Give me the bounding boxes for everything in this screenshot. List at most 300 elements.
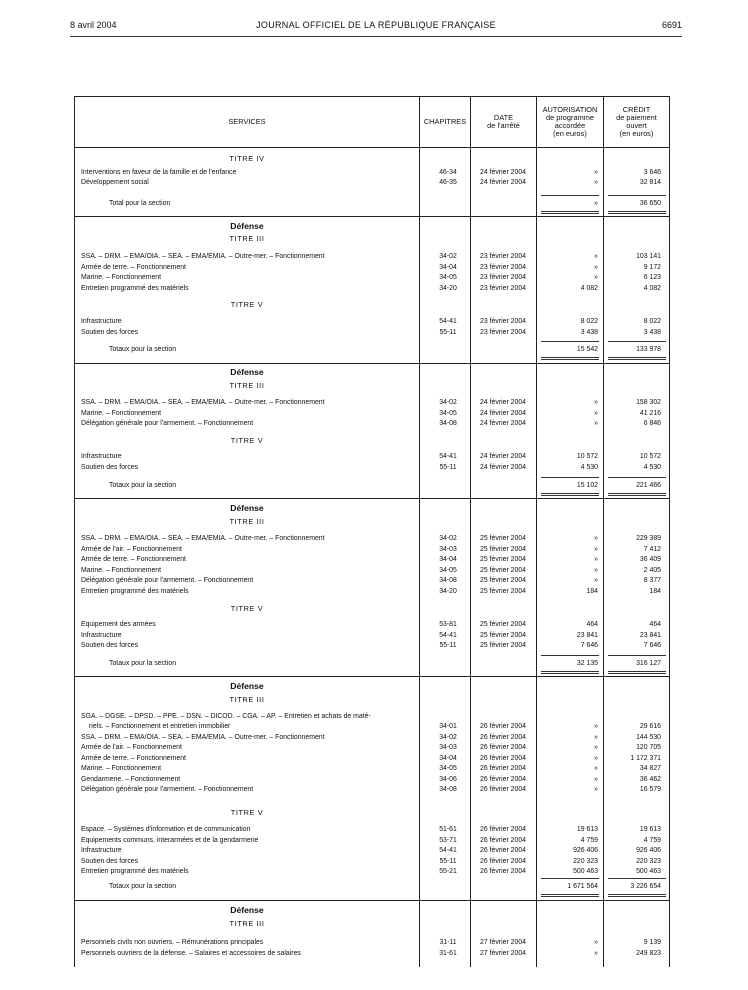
table-row bbox=[75, 534, 669, 544]
total-double-rule bbox=[541, 213, 599, 214]
credit-cell: 34 827 bbox=[639, 765, 661, 772]
autorisation-cell: » bbox=[594, 775, 598, 783]
date-cell: 25 février 2004 bbox=[480, 566, 526, 574]
table-row bbox=[75, 938, 669, 948]
autorisation-cell: 23 841 bbox=[576, 631, 598, 639]
titre-heading: TITRE III bbox=[229, 919, 265, 928]
table-row bbox=[75, 733, 669, 743]
autorisation-cell: » bbox=[594, 754, 598, 762]
service-text: Gendarmerie. – Fonctionnement bbox=[81, 775, 181, 783]
ministere-heading: Défense bbox=[230, 681, 264, 691]
service-text: Délégation générale pour l'armement. – Fonctionnement bbox=[81, 786, 254, 793]
titre-heading: TITRE III bbox=[229, 381, 265, 390]
total-rule bbox=[608, 655, 666, 656]
service-text: Marine. – Fonctionnement bbox=[81, 274, 162, 281]
credit-cell: 926 406 bbox=[636, 847, 661, 854]
header-autorisation: AUTORISATION de programme accordée (en euros) bbox=[542, 105, 598, 138]
table-header bbox=[75, 97, 669, 148]
autorisation-cell: » bbox=[594, 577, 598, 584]
autorisation-cell: » bbox=[594, 263, 598, 271]
total-row bbox=[75, 481, 669, 491]
credit-cell: 9 172 bbox=[643, 263, 661, 271]
total-rule bbox=[541, 477, 599, 478]
service-text: Infrastructure bbox=[81, 847, 122, 854]
titre-heading: TITRE V bbox=[230, 300, 264, 309]
autorisation-cell: » bbox=[594, 744, 598, 751]
date-cell: 25 février 2004 bbox=[480, 587, 526, 595]
credit-cell: 8 377 bbox=[643, 577, 661, 584]
date-cell: 25 février 2004 bbox=[480, 621, 526, 628]
total-text: Totaux pour la section bbox=[109, 883, 177, 890]
total-credit: 221 466 bbox=[636, 482, 661, 489]
date-cell: 26 février 2004 bbox=[480, 836, 526, 844]
credit-cell: 4 530 bbox=[643, 463, 661, 471]
titre-heading: TITRE III bbox=[229, 517, 265, 526]
service-text: Armée de terre. – Fonctionnement bbox=[81, 263, 186, 271]
autorisation-cell: 7 646 bbox=[580, 642, 598, 649]
service-label bbox=[89, 722, 425, 732]
credit-cell: 120 705 bbox=[636, 744, 661, 751]
service-label bbox=[81, 452, 417, 462]
chapitre-cell: 34-03 bbox=[439, 545, 457, 553]
table-row bbox=[75, 328, 669, 338]
autorisation-cell: 4 759 bbox=[580, 836, 598, 844]
date-cell: 26 février 2004 bbox=[480, 868, 526, 875]
chapitre-cell: 34-05 bbox=[439, 566, 457, 574]
service-text: Armée de terre. – Fonctionnement bbox=[81, 754, 186, 762]
chapitre-cell: 34-08 bbox=[439, 420, 457, 427]
service-text: Soutien des forces bbox=[81, 463, 139, 471]
date-cell: 25 février 2004 bbox=[480, 631, 526, 639]
autorisation-cell: 19 613 bbox=[576, 826, 598, 833]
service-label bbox=[81, 168, 417, 178]
chapitre-cell: 31-11 bbox=[439, 939, 457, 946]
credit-cell: 6 846 bbox=[643, 420, 661, 427]
service-text: Infrastructure bbox=[81, 318, 122, 325]
credit-cell: 4 082 bbox=[643, 284, 661, 292]
service-text: Délégation générale pour l'armement. – Fonctionnement bbox=[81, 420, 254, 427]
total-row bbox=[75, 659, 669, 669]
service-text: Armée de terre. – Fonctionnement bbox=[81, 556, 186, 563]
credit-cell: 19 613 bbox=[639, 826, 661, 833]
date-cell: 23 février 2004 bbox=[480, 318, 526, 325]
chapitre-cell: 53-81 bbox=[439, 621, 457, 628]
total-text: Total pour la section bbox=[109, 200, 171, 207]
table-row bbox=[75, 712, 669, 722]
page-number: 6691 bbox=[661, 20, 682, 30]
table-row bbox=[75, 284, 669, 294]
date-cell: 23 février 2004 bbox=[480, 263, 526, 271]
total-label bbox=[109, 659, 417, 669]
table-row bbox=[75, 545, 669, 555]
credit-cell: 249 823 bbox=[636, 949, 661, 957]
autorisation-cell: 4 530 bbox=[580, 463, 598, 471]
table-row bbox=[75, 587, 669, 597]
service-text: SSA. – DRM. – EMA/OIA. – SEA. – EMA/EMIA. – Outre-mer. – Fonctionnement bbox=[81, 535, 325, 542]
service-text: Equipements communs, interarmées et de la gendarmerie bbox=[81, 836, 259, 844]
section-divider bbox=[75, 363, 669, 364]
table-row bbox=[75, 555, 669, 565]
table-row bbox=[75, 785, 669, 795]
total-double-rule bbox=[541, 493, 599, 494]
credit-cell: 500 463 bbox=[636, 868, 661, 875]
total-double-rule bbox=[541, 359, 599, 360]
service-text: Interventions en faveur de la famille et de l'enfance bbox=[81, 169, 237, 176]
autorisation-cell: 464 bbox=[586, 621, 598, 628]
service-text: Equipement des armées bbox=[81, 621, 156, 628]
service-label bbox=[81, 534, 417, 544]
service-label bbox=[81, 938, 417, 948]
total-double-rule bbox=[541, 896, 599, 897]
service-label bbox=[81, 857, 417, 867]
service-text: SSA. – DRM. – EMA/OIA. – SEA. – EMA/EMIA. – Outre-mer. – Fonctionnement bbox=[81, 253, 325, 260]
service-text: Infrastructure bbox=[81, 631, 122, 639]
titre-heading: TITRE IV bbox=[229, 154, 265, 163]
total-double-rule bbox=[608, 211, 666, 212]
header-date: DATE de l'arrêté bbox=[487, 113, 520, 130]
chapitre-cell: 55-11 bbox=[439, 642, 457, 649]
chapitre-cell: 46-34 bbox=[439, 169, 457, 176]
credit-cell: 6 123 bbox=[643, 274, 661, 281]
autorisation-cell: » bbox=[594, 253, 598, 260]
total-double-rule bbox=[608, 894, 666, 895]
service-text: Marine. – Fonctionnement bbox=[81, 765, 162, 772]
chapitre-cell: 55-21 bbox=[439, 868, 457, 875]
service-label bbox=[81, 733, 417, 743]
total-rule bbox=[541, 341, 599, 342]
date-cell: 24 février 2004 bbox=[480, 463, 526, 471]
titre-heading: TITRE V bbox=[230, 604, 264, 613]
total-label bbox=[109, 199, 417, 209]
credit-cell: 220 323 bbox=[636, 857, 661, 865]
service-label bbox=[81, 463, 417, 473]
date-cell: 26 février 2004 bbox=[480, 857, 526, 865]
credit-cell: 3 646 bbox=[643, 169, 661, 176]
autorisation-cell: 10 572 bbox=[576, 453, 598, 460]
credit-cell: 32 814 bbox=[639, 179, 661, 186]
service-label bbox=[81, 566, 417, 576]
table-row bbox=[75, 398, 669, 408]
service-label bbox=[81, 631, 417, 641]
total-row bbox=[75, 199, 669, 209]
service-label bbox=[81, 825, 417, 835]
service-label bbox=[81, 178, 417, 188]
service-label bbox=[81, 846, 417, 856]
service-label bbox=[81, 587, 417, 597]
table-row bbox=[75, 263, 669, 273]
titre-heading: TITRE III bbox=[229, 695, 265, 704]
total-autorisation: 15 102 bbox=[576, 482, 598, 489]
date-cell: 26 février 2004 bbox=[480, 786, 526, 793]
date-cell: 25 février 2004 bbox=[480, 556, 526, 563]
autorisation-cell: » bbox=[594, 723, 598, 730]
table-row bbox=[75, 846, 669, 856]
credit-cell: 3 438 bbox=[643, 328, 661, 336]
credit-cell: 158 302 bbox=[636, 399, 661, 406]
table-row bbox=[75, 178, 669, 188]
service-label bbox=[81, 576, 417, 586]
date-cell: 23 février 2004 bbox=[480, 253, 526, 260]
service-label bbox=[81, 284, 417, 294]
total-rule bbox=[608, 878, 666, 879]
service-text: Infrastructure bbox=[81, 453, 122, 460]
total-credit: 3 226 654 bbox=[630, 883, 661, 890]
total-credit: 36 650 bbox=[639, 200, 661, 207]
total-autorisation: » bbox=[594, 200, 598, 207]
autorisation-cell: » bbox=[594, 733, 598, 741]
credit-cell: 7 646 bbox=[643, 642, 661, 649]
service-label bbox=[81, 785, 417, 795]
total-double-rule bbox=[608, 495, 666, 496]
service-text: SGA. – DGSE. – DPSD. – PPE. – DSN. – DICOD. – CGA. – AP. – Entretien et achats de maté- bbox=[81, 713, 371, 720]
autorisation-cell: » bbox=[594, 949, 598, 957]
table-row bbox=[75, 168, 669, 178]
service-label bbox=[81, 836, 417, 846]
total-rule bbox=[608, 195, 666, 196]
autorisation-cell: 184 bbox=[586, 587, 598, 595]
chapitre-cell: 34-08 bbox=[439, 786, 457, 793]
autorisation-cell: » bbox=[594, 786, 598, 793]
date-cell: 24 février 2004 bbox=[480, 420, 526, 427]
chapitre-cell: 53-71 bbox=[439, 836, 457, 844]
date-cell: 24 février 2004 bbox=[480, 179, 526, 186]
credits-table bbox=[74, 96, 670, 967]
chapitre-cell: 54-41 bbox=[439, 318, 457, 325]
header-chapitres: CHAPITRES bbox=[423, 117, 467, 126]
service-text: Marine. – Fonctionnement bbox=[81, 409, 162, 417]
credit-cell: 23 841 bbox=[639, 631, 661, 639]
service-label bbox=[81, 273, 417, 283]
total-row bbox=[75, 345, 669, 355]
service-text: riels. – Fonctionnement et entretien immobilier bbox=[89, 723, 231, 730]
total-double-rule bbox=[608, 671, 666, 672]
table-row bbox=[75, 419, 669, 429]
chapitre-cell: 51-61 bbox=[439, 826, 457, 833]
autorisation-cell: » bbox=[594, 765, 598, 772]
ministere-heading: Défense bbox=[230, 367, 264, 377]
total-credit: 316 127 bbox=[636, 660, 661, 667]
chapitre-cell: 34-02 bbox=[439, 399, 457, 406]
chapitre-cell: 54-41 bbox=[439, 847, 457, 854]
total-autorisation: 1 671 564 bbox=[567, 883, 598, 890]
titre-heading: TITRE V bbox=[230, 436, 264, 445]
service-label bbox=[81, 775, 417, 785]
ministere-heading: Défense bbox=[230, 503, 264, 513]
journal-title: JOURNAL OFFICIEL DE LA RÉPUBLIQUE FRANÇAISE bbox=[256, 20, 496, 30]
total-autorisation: 32 135 bbox=[576, 660, 598, 667]
table-row bbox=[75, 273, 669, 283]
credit-cell: 4 759 bbox=[643, 836, 661, 844]
service-text: Personnels civils non ouvriers. – Rémunérations principales bbox=[81, 939, 264, 946]
chapitre-cell: 34-01 bbox=[439, 723, 457, 730]
titre-heading: TITRE III bbox=[229, 234, 265, 243]
date-cell: 26 février 2004 bbox=[480, 765, 526, 772]
autorisation-cell: » bbox=[594, 179, 598, 186]
section-divider bbox=[75, 676, 669, 677]
table-row bbox=[75, 775, 669, 785]
ministere-heading: Défense bbox=[230, 905, 264, 915]
table-row bbox=[75, 576, 669, 586]
total-double-rule bbox=[608, 357, 666, 358]
table-row bbox=[75, 722, 669, 732]
service-label bbox=[81, 252, 417, 262]
table-row bbox=[75, 317, 669, 327]
chapitre-cell: 34-06 bbox=[439, 775, 457, 783]
autorisation-cell: » bbox=[594, 274, 598, 281]
service-label bbox=[81, 317, 417, 327]
total-text: Totaux pour la section bbox=[109, 346, 177, 353]
credit-cell: 36 409 bbox=[639, 556, 661, 563]
header-credit: CRÉDIT de paiement ouvert (en euros) bbox=[616, 105, 657, 138]
chapitre-cell: 34-08 bbox=[439, 577, 457, 584]
table-row bbox=[75, 836, 669, 846]
date-cell: 26 février 2004 bbox=[480, 744, 526, 751]
total-double-rule bbox=[608, 359, 666, 360]
page-header bbox=[70, 20, 682, 36]
issue-date: 8 avril 2004 bbox=[70, 20, 117, 30]
date-cell: 23 février 2004 bbox=[480, 284, 526, 292]
total-double-rule bbox=[608, 493, 666, 494]
service-text: Soutien des forces bbox=[81, 857, 139, 865]
service-text: SSA. – DRM. – EMA/OIA. – SEA. – EMA/EMIA. – Outre-mer. – Fonctionnement bbox=[81, 733, 325, 741]
service-text: Soutien des forces bbox=[81, 642, 139, 649]
service-label bbox=[81, 419, 417, 429]
date-cell: 26 février 2004 bbox=[480, 847, 526, 854]
date-cell: 23 février 2004 bbox=[480, 328, 526, 336]
total-double-rule bbox=[541, 211, 599, 212]
date-cell: 24 février 2004 bbox=[480, 399, 526, 406]
total-label bbox=[109, 345, 417, 355]
autorisation-cell: » bbox=[594, 556, 598, 563]
table-row bbox=[75, 620, 669, 630]
credit-cell: 41 216 bbox=[639, 409, 661, 417]
autorisation-cell: 4 082 bbox=[580, 284, 598, 292]
service-label bbox=[81, 409, 417, 419]
date-cell: 25 février 2004 bbox=[480, 577, 526, 584]
autorisation-cell: 926 406 bbox=[573, 847, 598, 854]
total-double-rule bbox=[608, 673, 666, 674]
chapitre-cell: 34-02 bbox=[439, 253, 457, 260]
table-row bbox=[75, 743, 669, 753]
table-row bbox=[75, 825, 669, 835]
credit-cell: 16 579 bbox=[639, 786, 661, 793]
service-text: Espace. – Systèmes d'information et de communication bbox=[81, 826, 251, 833]
service-label bbox=[81, 328, 417, 338]
service-text: Armée de l'air. – Fonctionnement bbox=[81, 744, 182, 751]
total-text: Totaux pour la section bbox=[109, 482, 177, 489]
table-row bbox=[75, 641, 669, 651]
service-text: Soutien des forces bbox=[81, 328, 139, 336]
table-row bbox=[75, 452, 669, 462]
section-divider bbox=[75, 498, 669, 499]
chapitre-cell: 55-11 bbox=[439, 857, 457, 865]
credit-cell: 8 022 bbox=[643, 318, 661, 325]
section-divider bbox=[75, 900, 669, 901]
table-row bbox=[75, 463, 669, 473]
date-cell: 26 février 2004 bbox=[480, 775, 526, 783]
service-text: Développement social bbox=[81, 179, 149, 186]
service-label bbox=[81, 555, 417, 565]
total-double-rule bbox=[541, 671, 599, 672]
service-text: Personnels ouvriers de la défense. – Salaires et accessoires de salaires bbox=[81, 949, 301, 957]
total-autorisation: 15 542 bbox=[576, 346, 598, 353]
total-label bbox=[109, 882, 417, 892]
table-row bbox=[75, 252, 669, 262]
autorisation-cell: » bbox=[594, 535, 598, 542]
date-cell: 26 février 2004 bbox=[480, 723, 526, 730]
credit-cell: 2 405 bbox=[643, 566, 661, 574]
chapitre-cell: 55-11 bbox=[439, 463, 457, 471]
total-rule bbox=[608, 477, 666, 478]
service-text: Entretien programmé des matériels bbox=[81, 868, 189, 875]
date-cell: 23 février 2004 bbox=[480, 274, 526, 281]
total-double-rule bbox=[608, 213, 666, 214]
chapitre-cell: 55-11 bbox=[439, 328, 457, 336]
credit-cell: 1 172 371 bbox=[630, 754, 661, 762]
autorisation-cell: » bbox=[594, 939, 598, 946]
service-label bbox=[81, 867, 417, 877]
autorisation-cell: » bbox=[594, 169, 598, 176]
chapitre-cell: 34-05 bbox=[439, 765, 457, 772]
chapitre-cell: 34-02 bbox=[439, 733, 457, 741]
header-rule bbox=[70, 36, 682, 37]
credit-cell: 464 bbox=[649, 621, 661, 628]
autorisation-cell: 220 323 bbox=[573, 857, 598, 865]
service-text: SSA. – DRM. – EMA/OIA. – SEA. – EMA/EMIA. – Outre-mer. – Fonctionnement bbox=[81, 399, 325, 406]
table-row bbox=[75, 409, 669, 419]
service-label bbox=[81, 764, 417, 774]
total-rule bbox=[608, 341, 666, 342]
date-cell: 25 février 2004 bbox=[480, 642, 526, 649]
table-row bbox=[75, 566, 669, 576]
date-cell: 25 février 2004 bbox=[480, 535, 526, 542]
date-cell: 24 février 2004 bbox=[480, 409, 526, 417]
credit-cell: 144 530 bbox=[636, 733, 661, 741]
credit-cell: 10 572 bbox=[639, 453, 661, 460]
total-rule bbox=[541, 878, 599, 879]
date-cell: 24 février 2004 bbox=[480, 453, 526, 460]
service-label bbox=[81, 545, 417, 555]
table-row bbox=[75, 631, 669, 641]
chapitre-cell: 34-02 bbox=[439, 535, 457, 542]
table-row bbox=[75, 764, 669, 774]
autorisation-cell: » bbox=[594, 399, 598, 406]
chapitre-cell: 34-20 bbox=[439, 587, 457, 595]
service-text: Marine. – Fonctionnement bbox=[81, 566, 162, 574]
autorisation-cell: 8 022 bbox=[580, 318, 598, 325]
header-services: SERVICES bbox=[228, 117, 266, 126]
table-body bbox=[75, 148, 669, 967]
credit-cell: 7 412 bbox=[643, 545, 661, 553]
date-cell: 27 février 2004 bbox=[480, 949, 526, 957]
chapitre-cell: 34-04 bbox=[439, 263, 457, 271]
total-row bbox=[75, 882, 669, 892]
autorisation-cell: » bbox=[594, 545, 598, 553]
chapitre-cell: 54-41 bbox=[439, 631, 457, 639]
chapitre-cell: 54-41 bbox=[439, 453, 457, 460]
chapitre-cell: 34-20 bbox=[439, 284, 457, 292]
total-double-rule bbox=[541, 673, 599, 674]
service-text: Armée de l'air. – Fonctionnement bbox=[81, 545, 182, 553]
date-cell: 27 février 2004 bbox=[480, 939, 526, 946]
service-label bbox=[81, 398, 417, 408]
service-text: Entretien programmé des matériels bbox=[81, 587, 189, 595]
table-row bbox=[75, 867, 669, 877]
credit-cell: 103 141 bbox=[636, 253, 661, 260]
total-rule bbox=[541, 655, 599, 656]
service-label bbox=[81, 620, 417, 630]
chapitre-cell: 34-05 bbox=[439, 274, 457, 281]
